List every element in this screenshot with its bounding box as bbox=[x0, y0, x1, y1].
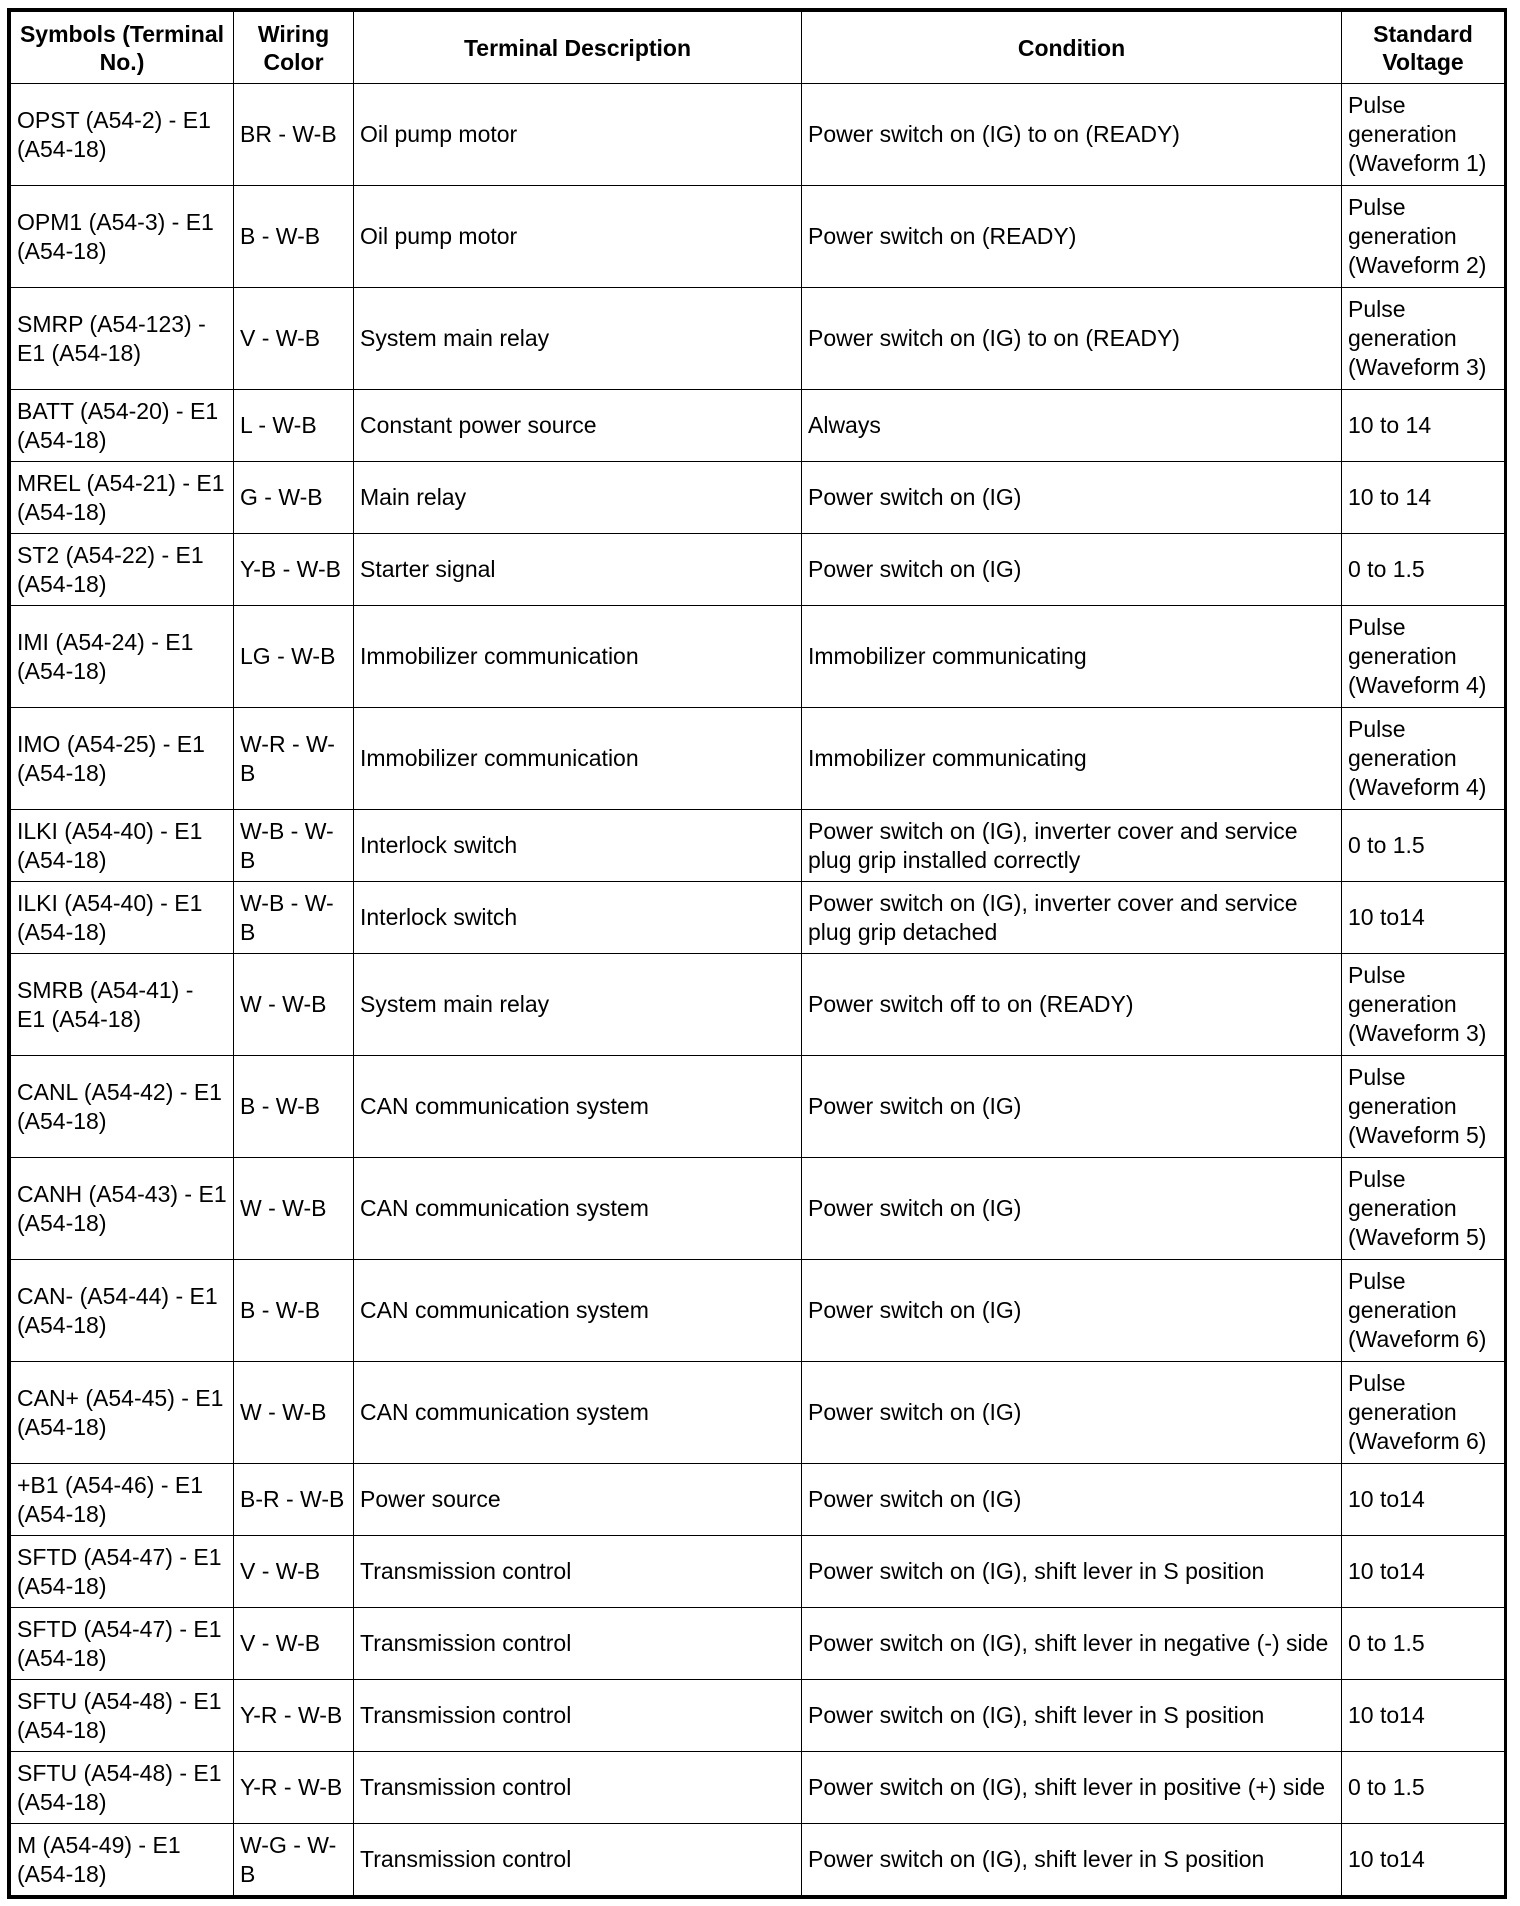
cell-standard-voltage: Pulse generation (Waveform 4) bbox=[1342, 708, 1505, 810]
cell-standard-voltage: Pulse generation (Waveform 3) bbox=[1342, 954, 1505, 1056]
cell-condition: Power switch on (IG), shift lever in S position bbox=[802, 1680, 1342, 1752]
cell-symbol: MREL (A54-21) - E1 (A54-18) bbox=[11, 462, 234, 534]
table-header-row bbox=[11, 12, 1505, 84]
table-row bbox=[11, 1752, 1505, 1824]
cell-condition: Immobilizer communicating bbox=[802, 708, 1342, 810]
table-row bbox=[11, 186, 1505, 288]
cell-condition: Power switch on (IG), shift lever in S position bbox=[802, 1824, 1342, 1896]
cell-description: System main relay bbox=[354, 288, 802, 390]
table-row bbox=[11, 534, 1505, 606]
cell-standard-voltage: Pulse generation (Waveform 4) bbox=[1342, 606, 1505, 708]
cell-wiring-color: G - W-B bbox=[234, 462, 354, 534]
cell-wiring-color: B - W-B bbox=[234, 1056, 354, 1158]
cell-description: Transmission control bbox=[354, 1680, 802, 1752]
cell-symbol: IMO (A54-25) - E1 (A54-18) bbox=[11, 708, 234, 810]
cell-symbol: SMRB (A54-41) - E1 (A54-18) bbox=[11, 954, 234, 1056]
cell-description: Starter signal bbox=[354, 534, 802, 606]
cell-wiring-color: W - W-B bbox=[234, 1362, 354, 1464]
cell-wiring-color: V - W-B bbox=[234, 1608, 354, 1680]
cell-condition: Power switch on (IG) bbox=[802, 462, 1342, 534]
cell-description: CAN communication system bbox=[354, 1158, 802, 1260]
cell-standard-voltage: 0 to 1.5 bbox=[1342, 810, 1505, 882]
table-body bbox=[11, 84, 1505, 1896]
cell-condition: Power switch on (IG) to on (READY) bbox=[802, 288, 1342, 390]
cell-condition: Power switch on (IG) to on (READY) bbox=[802, 84, 1342, 186]
cell-symbol: +B1 (A54-46) - E1 (A54-18) bbox=[11, 1464, 234, 1536]
cell-wiring-color: Y-R - W-B bbox=[234, 1680, 354, 1752]
cell-condition: Power switch off to on (READY) bbox=[802, 954, 1342, 1056]
cell-description: Transmission control bbox=[354, 1608, 802, 1680]
header-symbols: Symbols (Terminal No.) bbox=[11, 12, 234, 84]
table-row bbox=[11, 1260, 1505, 1362]
cell-standard-voltage: 10 to14 bbox=[1342, 1680, 1505, 1752]
cell-symbol: ILKI (A54-40) - E1 (A54-18) bbox=[11, 810, 234, 882]
cell-standard-voltage: 10 to 14 bbox=[1342, 462, 1505, 534]
cell-description: Interlock switch bbox=[354, 810, 802, 882]
cell-wiring-color: V - W-B bbox=[234, 288, 354, 390]
cell-description: Oil pump motor bbox=[354, 84, 802, 186]
cell-condition: Power switch on (IG) bbox=[802, 1464, 1342, 1536]
cell-symbol: IMI (A54-24) - E1 (A54-18) bbox=[11, 606, 234, 708]
cell-standard-voltage: Pulse generation (Waveform 6) bbox=[1342, 1260, 1505, 1362]
cell-description: Transmission control bbox=[354, 1824, 802, 1896]
cell-standard-voltage: Pulse generation (Waveform 5) bbox=[1342, 1158, 1505, 1260]
header-condition: Condition bbox=[802, 12, 1342, 84]
cell-condition: Power switch on (IG), shift lever in negative (-) side bbox=[802, 1608, 1342, 1680]
table-row bbox=[11, 390, 1505, 462]
cell-wiring-color: W-B - W-B bbox=[234, 810, 354, 882]
cell-description: Immobilizer communication bbox=[354, 606, 802, 708]
cell-standard-voltage: Pulse generation (Waveform 5) bbox=[1342, 1056, 1505, 1158]
table-row bbox=[11, 288, 1505, 390]
table-row bbox=[11, 954, 1505, 1056]
terminal-voltage-table bbox=[10, 11, 1505, 1896]
cell-condition: Power switch on (IG) bbox=[802, 534, 1342, 606]
cell-standard-voltage: Pulse generation (Waveform 1) bbox=[1342, 84, 1505, 186]
cell-description: Main relay bbox=[354, 462, 802, 534]
cell-condition: Power switch on (IG) bbox=[802, 1260, 1342, 1362]
cell-wiring-color: BR - W-B bbox=[234, 84, 354, 186]
cell-condition: Power switch on (IG) bbox=[802, 1158, 1342, 1260]
cell-standard-voltage: 10 to14 bbox=[1342, 1536, 1505, 1608]
cell-symbol: ILKI (A54-40) - E1 (A54-18) bbox=[11, 882, 234, 954]
cell-wiring-color: B - W-B bbox=[234, 1260, 354, 1362]
table-row bbox=[11, 1536, 1505, 1608]
cell-condition: Power switch on (IG) bbox=[802, 1056, 1342, 1158]
cell-symbol: OPM1 (A54-3) - E1 (A54-18) bbox=[11, 186, 234, 288]
header-wiring-color: Wiring Color bbox=[234, 12, 354, 84]
table-row bbox=[11, 1824, 1505, 1896]
cell-condition: Power switch on (IG), inverter cover and service plug grip detached bbox=[802, 882, 1342, 954]
cell-condition: Always bbox=[802, 390, 1342, 462]
cell-standard-voltage: 10 to14 bbox=[1342, 1824, 1505, 1896]
cell-condition: Power switch on (READY) bbox=[802, 186, 1342, 288]
table-row bbox=[11, 1158, 1505, 1260]
cell-symbol: OPST (A54-2) - E1 (A54-18) bbox=[11, 84, 234, 186]
cell-standard-voltage: 10 to 14 bbox=[1342, 390, 1505, 462]
cell-wiring-color: B-R - W-B bbox=[234, 1464, 354, 1536]
cell-symbol: ST2 (A54-22) - E1 (A54-18) bbox=[11, 534, 234, 606]
table-row bbox=[11, 1056, 1505, 1158]
table-row bbox=[11, 810, 1505, 882]
cell-symbol: BATT (A54-20) - E1 (A54-18) bbox=[11, 390, 234, 462]
cell-symbol: SFTD (A54-47) - E1 (A54-18) bbox=[11, 1608, 234, 1680]
cell-description: Interlock switch bbox=[354, 882, 802, 954]
cell-wiring-color: B - W-B bbox=[234, 186, 354, 288]
cell-wiring-color: W-R - W-B bbox=[234, 708, 354, 810]
cell-description: Oil pump motor bbox=[354, 186, 802, 288]
cell-condition: Immobilizer communicating bbox=[802, 606, 1342, 708]
cell-standard-voltage: 0 to 1.5 bbox=[1342, 1608, 1505, 1680]
cell-wiring-color: W-B - W-B bbox=[234, 882, 354, 954]
table-row bbox=[11, 1608, 1505, 1680]
cell-wiring-color: Y-B - W-B bbox=[234, 534, 354, 606]
cell-wiring-color: V - W-B bbox=[234, 1536, 354, 1608]
cell-description: CAN communication system bbox=[354, 1362, 802, 1464]
terminal-voltage-table-frame bbox=[7, 8, 1507, 1899]
table-row bbox=[11, 84, 1505, 186]
cell-standard-voltage: 10 to14 bbox=[1342, 882, 1505, 954]
cell-description: Transmission control bbox=[354, 1752, 802, 1824]
cell-symbol: CANH (A54-43) - E1 (A54-18) bbox=[11, 1158, 234, 1260]
cell-condition: Power switch on (IG) bbox=[802, 1362, 1342, 1464]
cell-wiring-color: L - W-B bbox=[234, 390, 354, 462]
cell-condition: Power switch on (IG), inverter cover and service plug grip installed correctly bbox=[802, 810, 1342, 882]
cell-symbol: SFTD (A54-47) - E1 (A54-18) bbox=[11, 1536, 234, 1608]
cell-symbol: CAN- (A54-44) - E1 (A54-18) bbox=[11, 1260, 234, 1362]
table-row bbox=[11, 1464, 1505, 1536]
cell-description: Immobilizer communication bbox=[354, 708, 802, 810]
cell-condition: Power switch on (IG), shift lever in S position bbox=[802, 1536, 1342, 1608]
table-row bbox=[11, 882, 1505, 954]
cell-description: CAN communication system bbox=[354, 1056, 802, 1158]
cell-standard-voltage: 0 to 1.5 bbox=[1342, 534, 1505, 606]
cell-standard-voltage: Pulse generation (Waveform 2) bbox=[1342, 186, 1505, 288]
cell-description: Constant power source bbox=[354, 390, 802, 462]
cell-symbol: CANL (A54-42) - E1 (A54-18) bbox=[11, 1056, 234, 1158]
cell-description: CAN communication system bbox=[354, 1260, 802, 1362]
table-row bbox=[11, 1362, 1505, 1464]
cell-standard-voltage: 10 to14 bbox=[1342, 1464, 1505, 1536]
cell-symbol: CAN+ (A54-45) - E1 (A54-18) bbox=[11, 1362, 234, 1464]
table-row bbox=[11, 462, 1505, 534]
cell-wiring-color: Y-R - W-B bbox=[234, 1752, 354, 1824]
cell-symbol: SFTU (A54-48) - E1 (A54-18) bbox=[11, 1680, 234, 1752]
cell-wiring-color: LG - W-B bbox=[234, 606, 354, 708]
cell-wiring-color: W - W-B bbox=[234, 954, 354, 1056]
cell-standard-voltage: 0 to 1.5 bbox=[1342, 1752, 1505, 1824]
header-terminal-description: Terminal Description bbox=[354, 12, 802, 84]
cell-standard-voltage: Pulse generation (Waveform 6) bbox=[1342, 1362, 1505, 1464]
header-standard-voltage: Standard Voltage bbox=[1342, 12, 1505, 84]
cell-symbol: SFTU (A54-48) - E1 (A54-18) bbox=[11, 1752, 234, 1824]
table-row bbox=[11, 1680, 1505, 1752]
cell-symbol: M (A54-49) - E1 (A54-18) bbox=[11, 1824, 234, 1896]
table-row bbox=[11, 606, 1505, 708]
cell-standard-voltage: Pulse generation (Waveform 3) bbox=[1342, 288, 1505, 390]
cell-symbol: SMRP (A54-123) - E1 (A54-18) bbox=[11, 288, 234, 390]
cell-wiring-color: W-G - W-B bbox=[234, 1824, 354, 1896]
cell-description: Transmission control bbox=[354, 1536, 802, 1608]
cell-description: Power source bbox=[354, 1464, 802, 1536]
cell-condition: Power switch on (IG), shift lever in positive (+) side bbox=[802, 1752, 1342, 1824]
table-row bbox=[11, 708, 1505, 810]
cell-description: System main relay bbox=[354, 954, 802, 1056]
cell-wiring-color: W - W-B bbox=[234, 1158, 354, 1260]
